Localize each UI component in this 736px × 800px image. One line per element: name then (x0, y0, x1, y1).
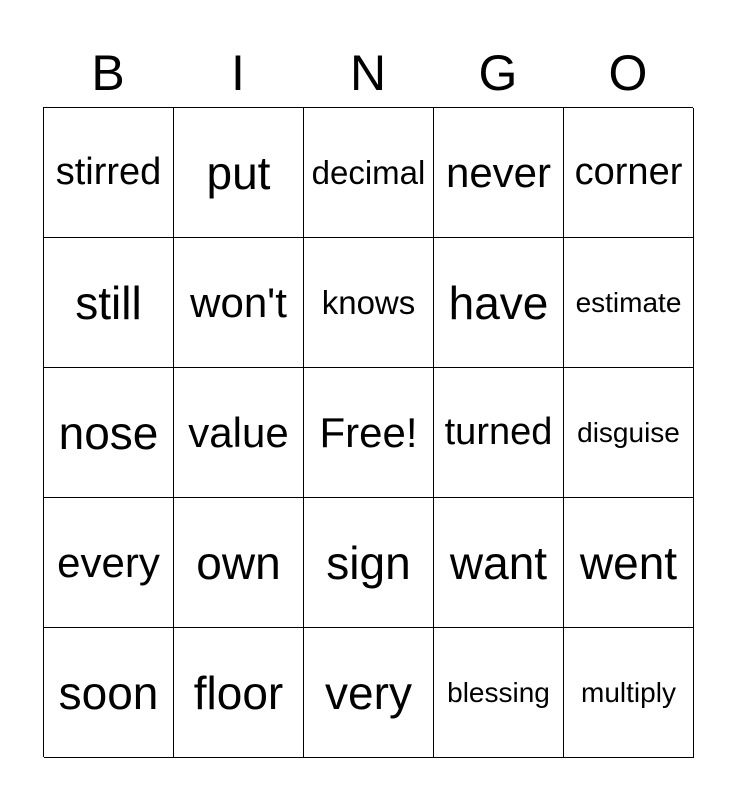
bingo-cell[interactable]: value (174, 368, 304, 498)
header-letter-g: G (478, 45, 518, 101)
free-space-cell[interactable]: Free! (304, 368, 434, 498)
bingo-cell[interactable]: estimate (564, 238, 694, 368)
bingo-cell[interactable]: want (434, 498, 564, 628)
bingo-cell[interactable]: multiply (564, 628, 694, 758)
bingo-cell[interactable]: very (304, 628, 434, 758)
bingo-header (43, 40, 693, 106)
header-letter-n: N (349, 45, 387, 101)
bingo-cell[interactable]: turned (434, 368, 564, 498)
bingo-cell[interactable]: every (44, 498, 174, 628)
header-letter-o: O (608, 45, 648, 101)
bingo-cell[interactable]: sign (304, 498, 434, 628)
bingo-cell[interactable]: have (434, 238, 564, 368)
bingo-cell[interactable]: floor (174, 628, 304, 758)
bingo-cell[interactable]: soon (44, 628, 174, 758)
bingo-cell[interactable]: still (44, 238, 174, 368)
bingo-cell[interactable]: stirred (44, 108, 174, 238)
bingo-card-grid (43, 107, 693, 757)
bingo-cell[interactable]: disguise (564, 368, 694, 498)
bingo-cell[interactable]: decimal (304, 108, 434, 238)
bingo-cell[interactable]: own (174, 498, 304, 628)
bingo-cell[interactable]: knows (304, 238, 434, 368)
header-letter-i: I (231, 45, 245, 101)
bingo-cell[interactable]: never (434, 108, 564, 238)
bingo-cell[interactable]: won't (174, 238, 304, 368)
bingo-cell[interactable]: nose (44, 368, 174, 498)
header-letter-b: B (91, 45, 125, 101)
bingo-cell[interactable]: put (174, 108, 304, 238)
bingo-cell[interactable]: corner (564, 108, 694, 238)
bingo-cell[interactable]: went (564, 498, 694, 628)
bingo-cell[interactable]: blessing (434, 628, 564, 758)
